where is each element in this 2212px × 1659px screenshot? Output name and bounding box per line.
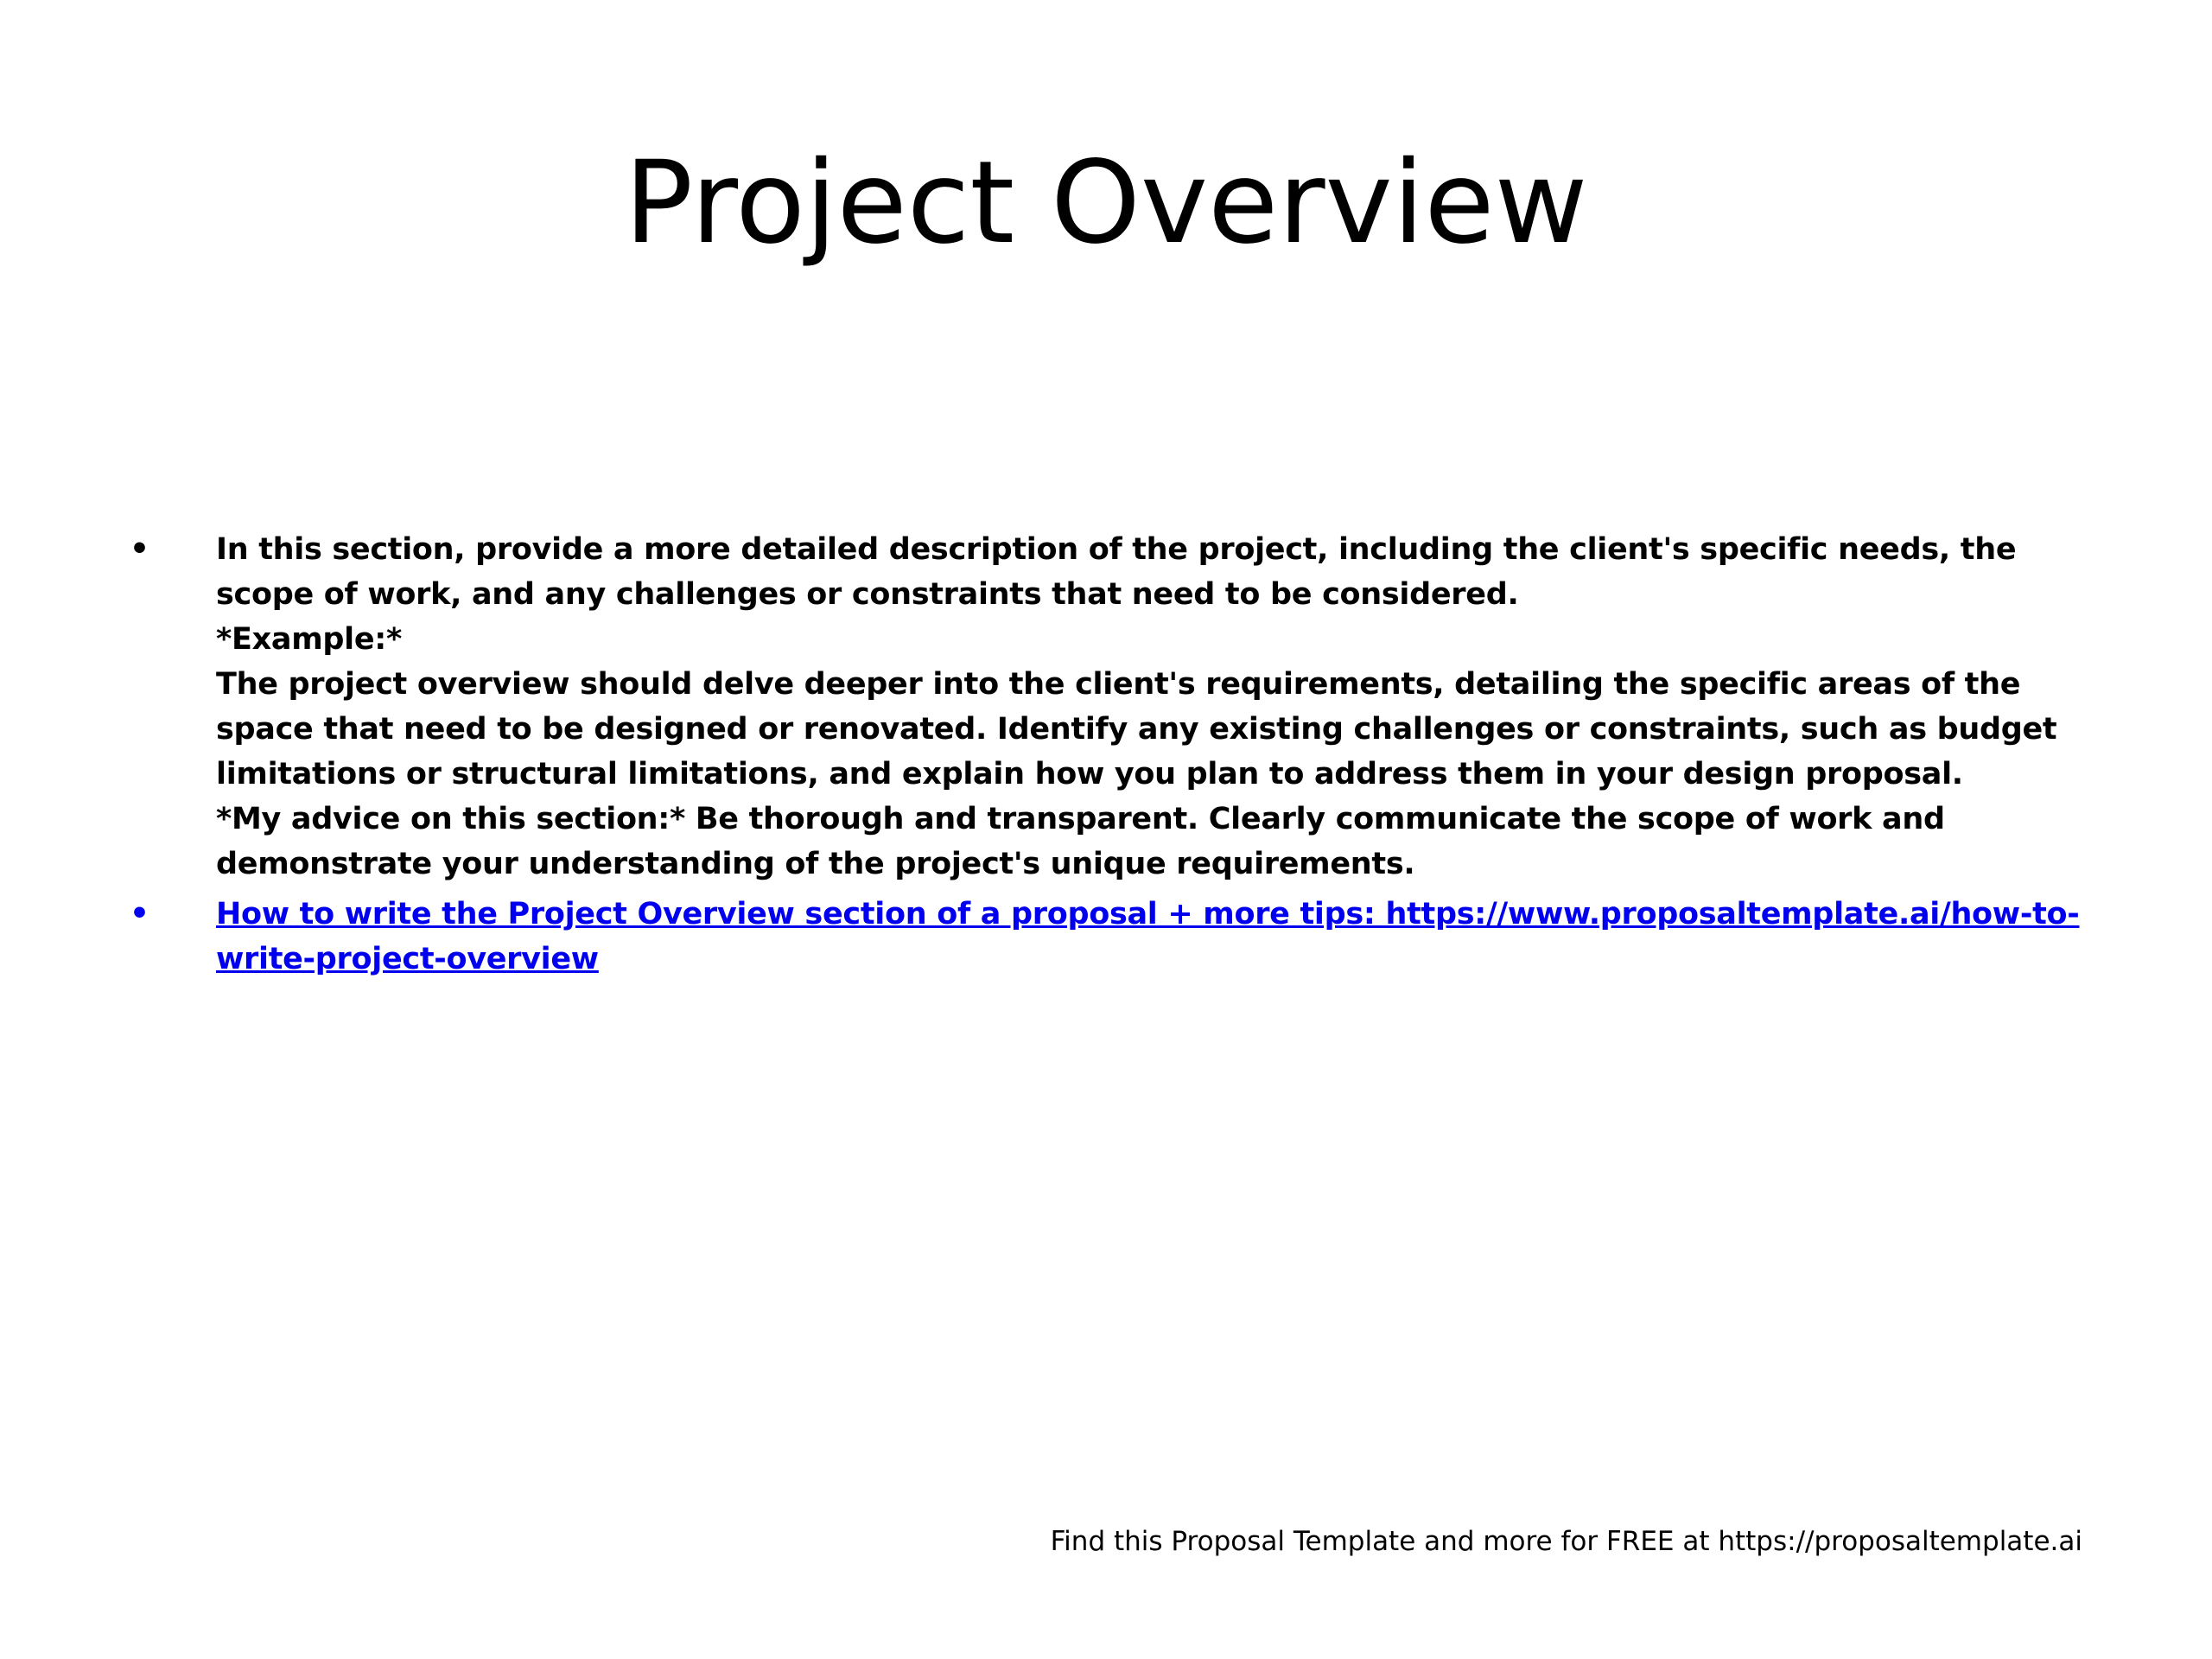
bullet-marker: • [130,896,150,931]
bullet-body [216,527,2100,887]
slide-title: Project Overview [624,137,1588,270]
bullet-marker: • [130,531,150,567]
advice-paragraph: *My advice on this section:* Be thorough and transparent. Clearly communicate the scope of work and demonstrate your understanding of the project's unique requirements. [216,802,1945,881]
intro-paragraph: In this section, provide a more detailed description of the project, including the client's specific needs, the scope of work, and any challenges or constraints that need to be considered. [216,532,2017,612]
example-heading: *Example:* [216,622,402,657]
footer-text: Find this Proposal Template and more for FREE at https://proposaltemplate.ai [1050,1526,2082,1557]
bullet-list [130,527,2100,987]
how-to-write-link[interactable]: How to write the Project Overview section of a proposal + more tips: https://www.proposaltemplate.ai/how-to-write-project-overview [216,897,2080,976]
bullet-body [216,892,2100,982]
bullet-item-link [130,892,2100,982]
example-paragraph: The project overview should delve deeper into the client's requirements, detailing the specific areas of the space that need to be designed or renovated. Identify any existing challenges or constraints, such as budget limitations or structural limitations, and explain how you plan to address them in your design proposal. [216,667,2057,791]
bullet-item-description [130,527,2100,887]
